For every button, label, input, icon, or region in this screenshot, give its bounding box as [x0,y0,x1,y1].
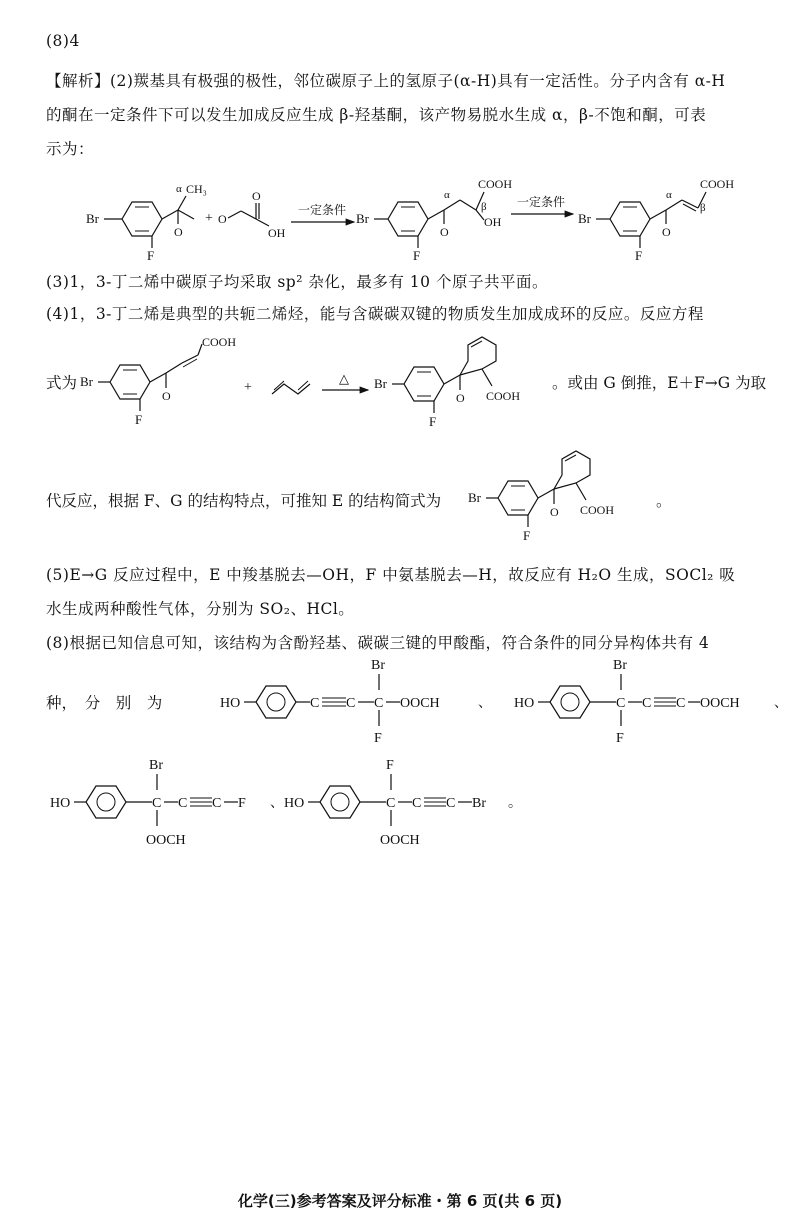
svg-text:C: C [212,796,222,811]
beta-hydroxy-ketone [356,178,512,263]
svg-text:β: β [481,201,487,213]
svg-text:C: C [178,796,188,811]
svg-text:HO: HO [50,796,71,811]
svg-text:Br: Br [86,211,99,226]
enone-acid-reactant [80,336,236,427]
compound-e-structure [464,448,654,548]
svg-text:Br: Br [472,796,486,811]
svg-text:C: C [310,696,320,711]
svg-text:O: O [174,225,183,239]
analysis-8-line-2: 种， 分 别 为 [46,694,163,712]
analysis-5-line-1: (5)E→G 反应过程中，E 中羧基脱去—OH，F 中氨基脱去—H，故反应有 H₂O 生成，SOCl₂ 吸 [46,566,736,584]
isomer-3 [48,752,294,852]
svg-text:F: F [523,528,531,543]
svg-text:COOH: COOH [202,336,237,349]
svg-text:COOH: COOH [486,389,521,403]
svg-text:α: α [444,189,450,201]
svg-text:C: C [386,796,396,811]
svg-text:O: O [440,225,449,239]
svg-text:Br: Br [149,758,163,773]
svg-text:COOH: COOH [580,503,615,517]
svg-text:F: F [429,414,437,429]
svg-text:F: F [238,796,246,811]
svg-text:Br: Br [371,658,385,673]
svg-text:+: + [205,211,213,226]
analysis-4-line-1: (4)1，3-丁二烯是典型的共轭二烯烃，能与含碳碳双键的物质发生加成成环的反应。反应方程 [46,305,704,323]
svg-text:COOH: COOH [700,178,735,191]
analysis-5-line-2: 水生成两种酸性气体，分别为 SO₂、HCl。 [46,600,355,618]
answer-8: (8)4 [46,32,80,50]
svg-text:Br: Br [374,376,387,391]
svg-text:Br: Br [578,211,591,226]
svg-text:C: C [374,696,384,711]
alpha-beta-unsaturated-ketone [578,178,734,263]
bromofluoroacetophenone [86,182,207,263]
eq-suffix: 。或由 G 倒推，E＋F→G 为取 [552,374,767,392]
svg-text:F: F [635,248,643,263]
svg-text:C: C [412,796,422,811]
svg-text:F: F [386,758,394,773]
svg-text:C: C [446,796,456,811]
analysis-3: (3)1，3-丁二烯中碳原子均采取 sp² 杂化，最多有 10 个原子共平面。 [46,273,548,291]
svg-text:OOCH: OOCH [380,833,420,848]
svg-text:O: O [550,505,559,519]
svg-text:α: α [666,189,672,201]
svg-text:Br: Br [613,658,627,673]
svg-text:β: β [700,202,706,214]
e-structure-suffix: 。 [656,492,672,510]
isomer-1 [218,652,498,752]
svg-text:Br: Br [356,211,369,226]
svg-text:OH: OH [484,215,502,229]
svg-text:O: O [252,189,261,203]
eq-prefix: 式为 [46,374,78,392]
svg-text:C: C [346,696,356,711]
svg-text:COOH: COOH [478,178,513,191]
analysis-line-1: 【解析】(2)羰基具有极强的极性，邻位碳原子上的氢原子(α-H)具有一定活性。分子内含有 α-H [46,72,726,90]
svg-text:O: O [456,391,465,405]
svg-text:△: △ [339,371,349,386]
svg-text:O: O [662,225,671,239]
svg-text:O: O [218,212,227,226]
svg-text:OOCH: OOCH [146,833,186,848]
svg-text:HO: HO [284,796,305,811]
svg-text:一定条件: 一定条件 [298,203,347,217]
svg-text:F: F [413,248,421,263]
butadiene [272,381,310,394]
page-footer: 化学(三)参考答案及评分标准・第 6 页(共 6 页) [237,1192,563,1210]
svg-text:OOCH: OOCH [700,696,740,711]
svg-text:C: C [642,696,652,711]
svg-text:OOCH: OOCH [400,696,440,711]
svg-text:。: 。 [508,796,522,811]
svg-text:C: C [676,696,686,711]
svg-text:F: F [135,412,143,427]
svg-text:一定条件: 一定条件 [517,195,566,209]
isomer-2 [512,652,796,752]
svg-text:+: + [244,380,252,395]
svg-text:、: 、 [478,696,492,711]
svg-text:α: α [176,183,182,195]
analysis-line-2: 的酮在一定条件下可以发生加成反应生成 β-羟基酮，该产物易脱水生成 α，β-不饱和酮，可表 [46,106,707,124]
svg-text:HO: HO [220,696,241,711]
svg-text:、: 、 [270,796,284,811]
svg-text:F: F [147,248,155,263]
glyoxylic-acid [218,189,286,240]
cyclohexene-product [374,337,520,429]
svg-text:、: 、 [774,696,788,711]
svg-text:O: O [162,389,171,403]
svg-text:OH: OH [268,226,286,240]
aldol-reaction-scheme [86,178,776,268]
e-structure-prefix: 代反应，根据 F、G 的结构特点，可推知 E 的结构简式为 [46,492,442,510]
diels-alder-equation [76,336,552,436]
svg-text:HO: HO [514,696,535,711]
analysis-line-3: 示为： [46,140,95,158]
svg-text:F: F [616,731,624,746]
isomer-4 [282,752,542,852]
svg-text:F: F [374,731,382,746]
svg-text:C: C [616,696,626,711]
svg-text:CH₃: CH₃ [186,182,207,196]
svg-text:Br: Br [468,490,481,505]
svg-text:Br: Br [80,374,93,389]
analysis-8-line-1: (8)根据已知信息可知，该结构为含酚羟基、碳碳三键的甲酸酯，符合条件的同分异构体共有 4 [46,634,710,652]
svg-text:C: C [152,796,162,811]
